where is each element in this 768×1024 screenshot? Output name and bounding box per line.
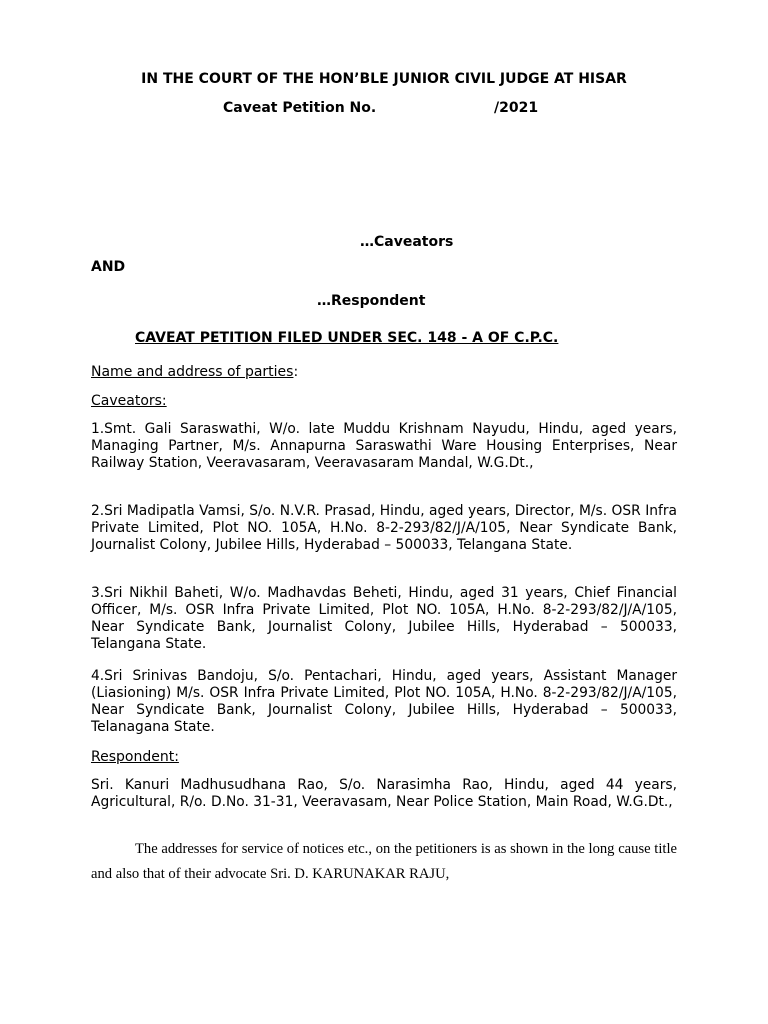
caveators-heading: Caveators: <box>91 393 167 409</box>
caveator-entry-2: 2.Sri Madipatla Vamsi, S/o. N.V.R. Prasad, Hindu, aged years, Director, M/s. OSR Infra Private Limited, Plot NO. 105A, H.No. 8-2-293/82/J/A/105, Near Syndicate Bank, Journalist Colony, Jubilee Hills, Hyderabad – 500033, Telangana State. <box>91 503 677 553</box>
caveator-entry-1: 1.Smt. Gali Saraswathi, W/o. late Muddu Krishnam Nayudu, Hindu, aged years, Managing Partner, M/s. Annapurna Saraswathi Ware Housing Enterprises, Near Railway Station, Veeravasaram, Veeravasaram Mandal, W.G.Dt., <box>91 421 677 471</box>
caveator-entry-4: 4.Sri Srinivas Bandoju, S/o. Pentachari, Hindu, aged years, Assistant Manager (Liasioning) M/s. OSR Infra Private Limited, Plot NO. 105A, H.No. 8-2-293/82/J/A/105, Near Syndicate Bank, Journalist Colony, Jubilee Hills, Hyderabad – 500033, Telanagana State. <box>91 668 677 735</box>
petition-heading: CAVEAT PETITION FILED UNDER SEC. 148 - A OF C.P.C. <box>135 330 559 346</box>
caveator-entry-3: 3.Sri Nikhil Baheti, W/o. Madhavdas Beheti, Hindu, aged 31 years, Chief Financial Officer, M/s. OSR Infra Private Limited, Plot NO. 105A, H.No. 8-2-293/82/J/A/105, Near Syndicate Bank, Journalist Colony, Jubilee Hills, Hyderabad – 500033, Telangana State. <box>91 585 677 652</box>
court-title: IN THE COURT OF THE HON’BLE JUNIOR CIVIL JUDGE AT HISAR <box>141 71 627 87</box>
respondent-entry: Sri. Kanuri Madhusudhana Rao, S/o. Narasimha Rao, Hindu, aged 44 years, Agricultural, R/o. D.No. 31-31, Veeravasam, Near Police Station, Main Road, W.G.Dt., <box>91 777 677 810</box>
names-heading <box>91 364 298 380</box>
petition-number-label: Caveat Petition No. <box>223 100 377 116</box>
respondent-party-label: …Respondent <box>317 293 426 309</box>
and-label: AND <box>91 259 126 275</box>
names-heading-text: Name and address of parties <box>91 364 294 380</box>
names-heading-colon: : <box>293 364 299 380</box>
service-paragraph: The addresses for service of notices etc., on the petitioners is as shown in the long cause title and also that of their advocate Sri. D. KARUNAKAR RAJU, <box>91 841 677 882</box>
petition-year: /2021 <box>494 100 539 116</box>
respondent-heading: Respondent: <box>91 749 179 765</box>
caveators-party-label: …Caveators <box>360 234 454 250</box>
